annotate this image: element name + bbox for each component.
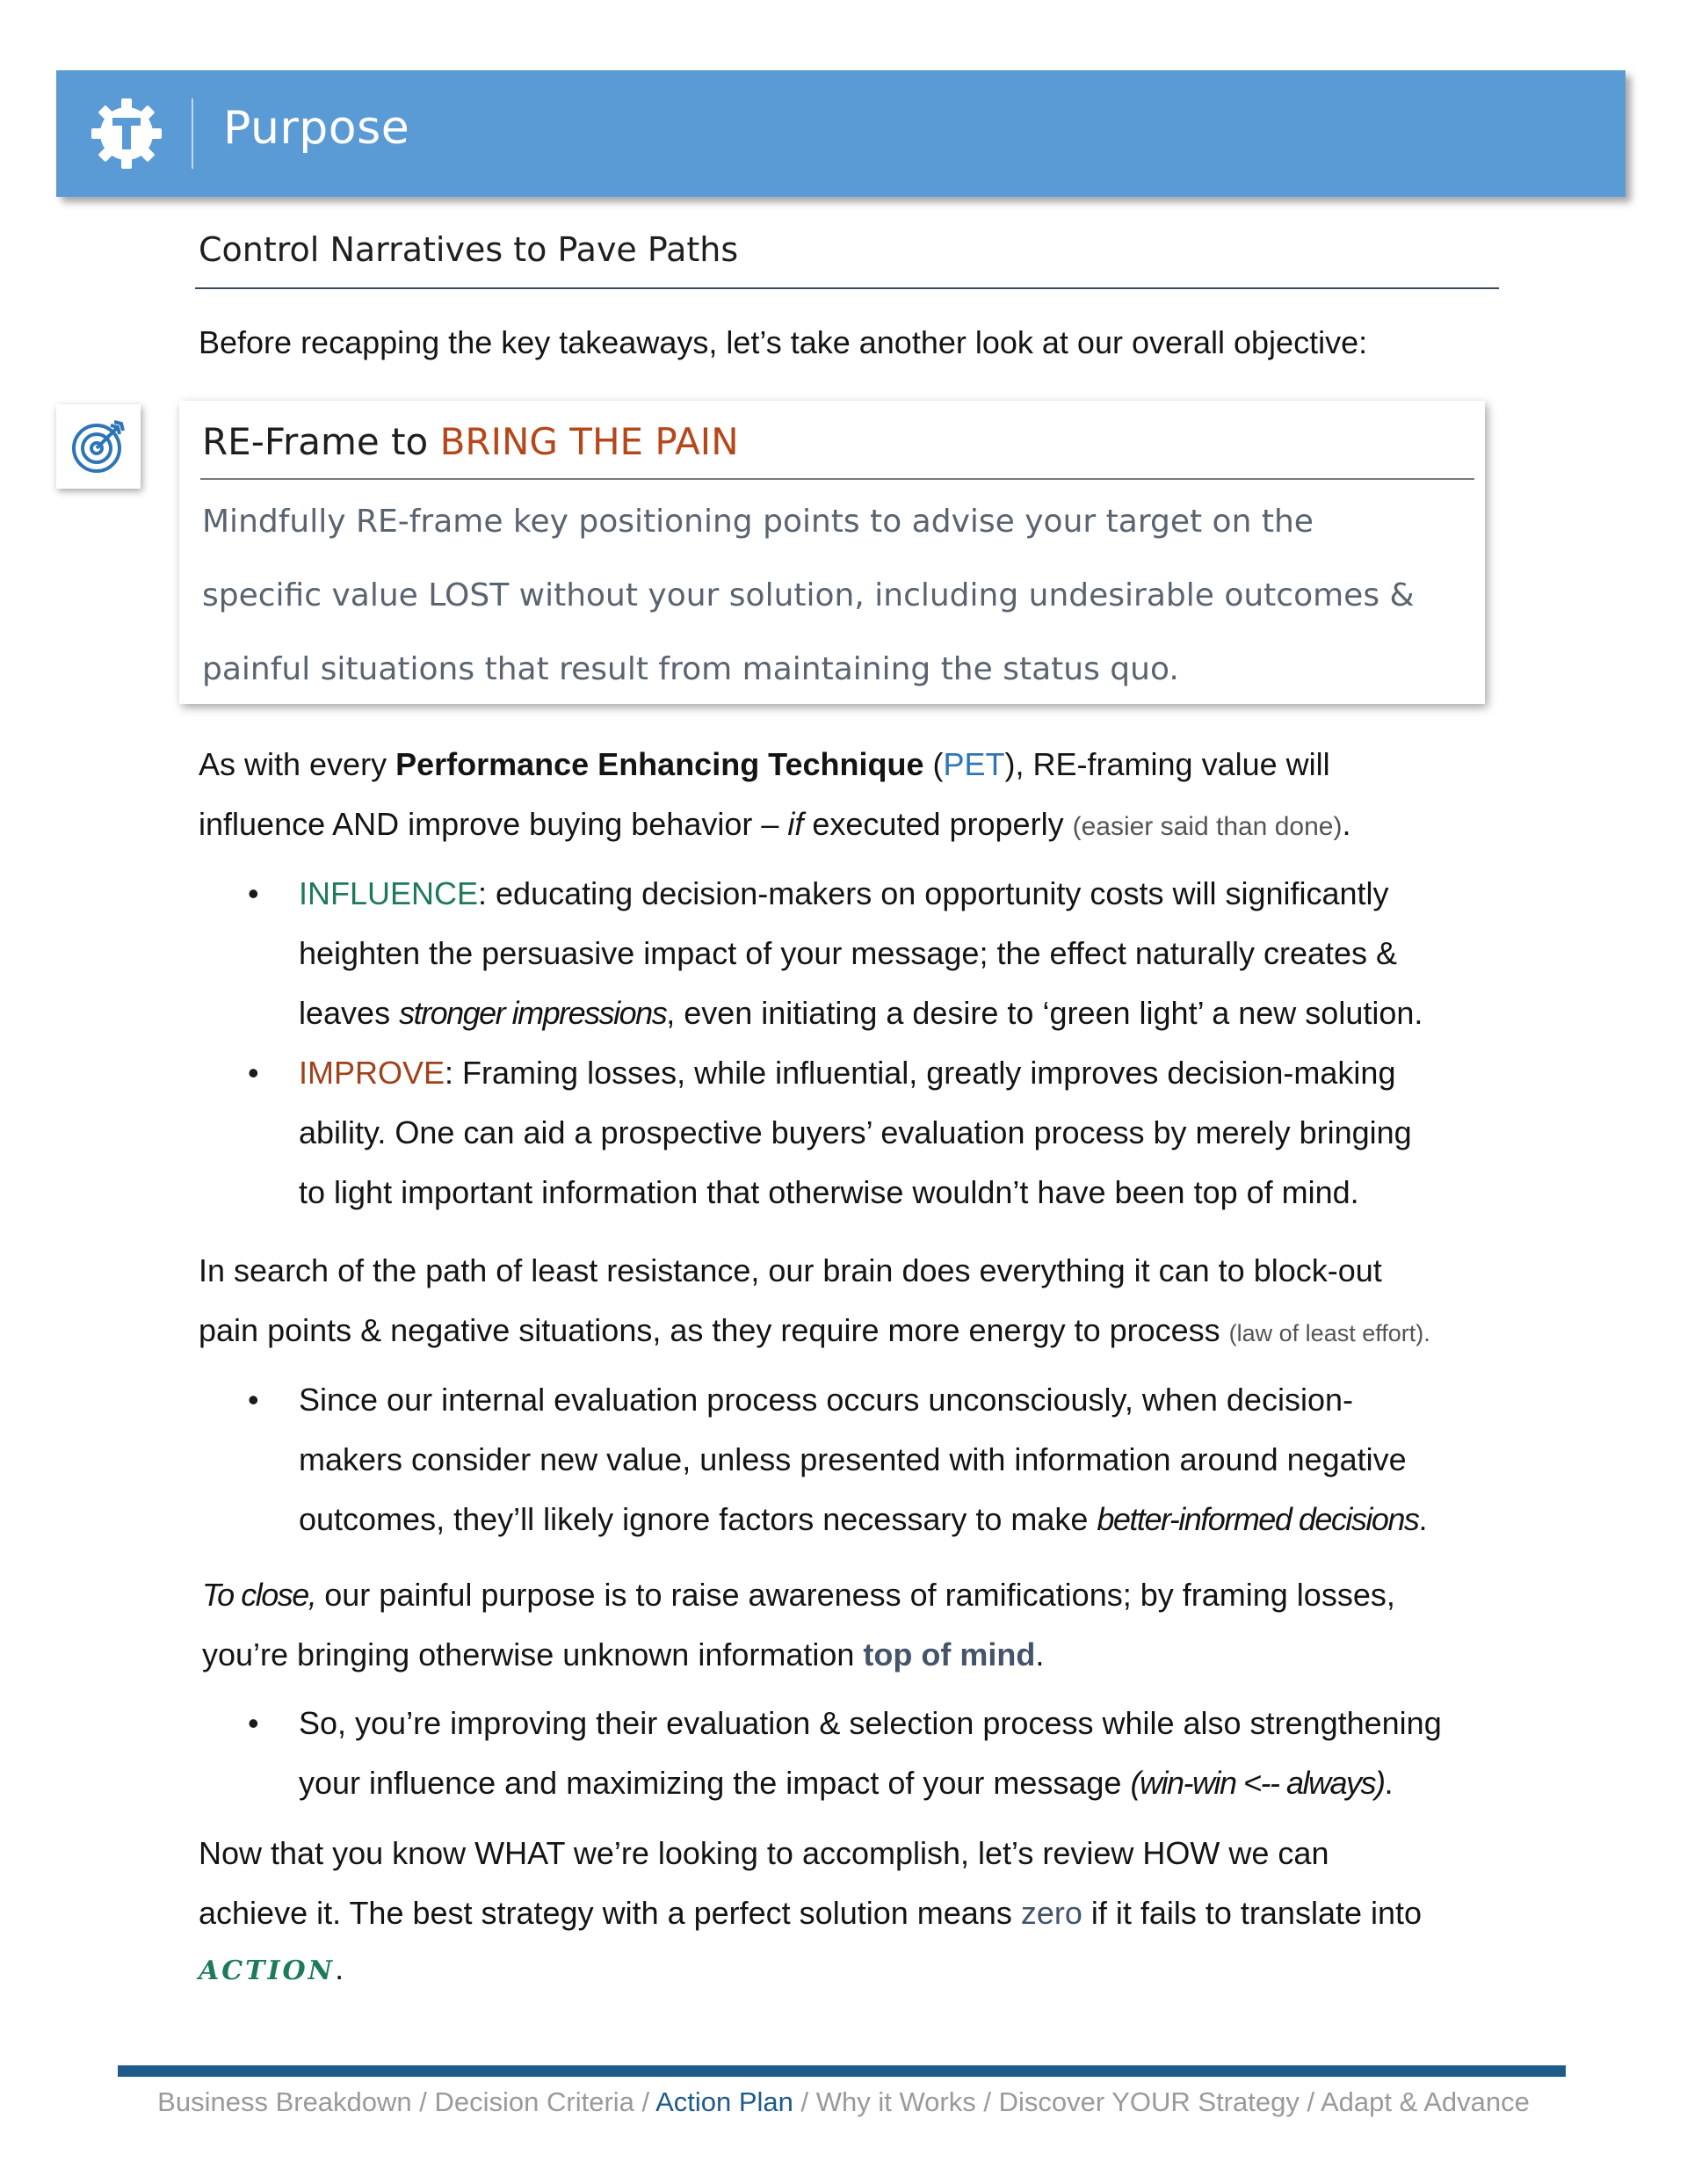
breadcrumb-action-plan[interactable]: Action Plan (655, 2086, 793, 2117)
para1-line2 (199, 795, 1350, 857)
bullet-dot: • (248, 1055, 259, 1091)
para2-line1: In search of the path of least resistance, our brain does everything it can to block-out (199, 1252, 1382, 1288)
footer-breadcrumb (0, 2086, 1687, 2118)
breadcrumb-business-breakdown[interactable]: Business Breakdown (157, 2086, 412, 2117)
emphasis-text: stronger impressions (399, 995, 667, 1031)
emphasis-text: better-informed decisions (1097, 1501, 1419, 1537)
bullet3-line1: So, you’re improving their evaluation & selection process while also strengthening (299, 1705, 1442, 1741)
bullet-improve-line1 (299, 1043, 1395, 1103)
objective-title-prefix: RE-Frame to (202, 420, 440, 463)
bullet-influence-line1 (299, 864, 1389, 924)
text: . (1035, 1636, 1045, 1672)
pet-term: Performance Enhancing Technique (395, 746, 924, 782)
objective-body (202, 485, 1467, 707)
objective-line: specific value LOST without your solution, including undesirable outcomes & (202, 577, 1415, 613)
objective-title (202, 420, 739, 463)
bullet-improve-line3: to light important information that otherwise wouldn’t have been top of mind. (299, 1174, 1359, 1210)
text: executed properly (803, 806, 1073, 842)
text: outcomes, they’ll likely ignore factors necessary to make (299, 1501, 1097, 1537)
text: achieve it. The best strategy with a perfect solution means (199, 1895, 1021, 1931)
page-title: Purpose (223, 102, 410, 155)
gear-t-logo-icon (88, 95, 165, 172)
text: influence AND improve buying behavior – (199, 806, 788, 842)
aside-text: (law of least effort). (1228, 1320, 1430, 1346)
text: . (1342, 806, 1351, 842)
bullet3-line2 (299, 1753, 1394, 1813)
breadcrumb-why-it-works[interactable]: Why it Works (815, 2086, 976, 2117)
text: pain points & negative situations, as they require more energy to process (199, 1312, 1229, 1348)
bullet-improve-line2: ability. One can aid a prospective buyers’ evaluation process by merely bringing (299, 1114, 1412, 1150)
bullet-dot: • (248, 1382, 259, 1418)
banner-divider (192, 98, 193, 169)
objective-line: Mindfully RE-frame key positioning points to advise your target on the (202, 504, 1314, 540)
text: ), RE-framing value will (1004, 746, 1330, 782)
para4-line3 (199, 1939, 344, 2001)
para4-line2 (199, 1883, 1422, 1943)
header-banner (56, 70, 1625, 197)
text: our painful purpose is to raise awareness of ramifications; by framing losses, (315, 1577, 1395, 1613)
objective-card (179, 401, 1485, 704)
bullet-dot: • (248, 875, 259, 911)
breadcrumb-adapt-advance[interactable]: Adapt & Advance (1320, 2086, 1530, 2117)
text: your influence and maximizing the impact of your message (299, 1765, 1131, 1801)
breadcrumb-separator: / (975, 2086, 999, 2117)
text: . (1384, 1765, 1394, 1801)
target-icon-box (56, 404, 141, 489)
text: : educating decision-makers on opportunity costs will significantly (478, 875, 1389, 911)
bullet2-line2: makers consider new value, unless presented with information around negative (299, 1441, 1407, 1477)
section-subtitle: Control Narratives to Pave Paths (199, 230, 739, 269)
breadcrumb-separator: / (1299, 2086, 1321, 2117)
bullet-influence-line2: heighten the persuasive impact of your message; the effect naturally creates & (299, 935, 1398, 971)
para4-line1: Now that you know WHAT we’re looking to accomplish, let’s review HOW we can (199, 1835, 1329, 1871)
text: ( (923, 746, 944, 782)
top-of-mind-emphasis: top of mind (863, 1636, 1036, 1672)
objective-divider (200, 478, 1474, 480)
if-emphasis: if (787, 806, 804, 842)
target-icon (67, 415, 130, 478)
improve-label: IMPROVE (299, 1055, 445, 1091)
breadcrumb-discover-your-strategy[interactable]: Discover YOUR Strategy (998, 2086, 1300, 2117)
text: : Framing losses, while influential, greatly improves decision-making (445, 1055, 1396, 1091)
bullet2-line3 (299, 1490, 1427, 1549)
text: , even initiating a desire to ‘green light’ a new solution. (666, 995, 1423, 1031)
text: . (1418, 1501, 1428, 1537)
para3-line1 (202, 1565, 1395, 1625)
text: leaves (299, 995, 400, 1031)
text: As with every (199, 746, 396, 782)
intro-text: Before recapping the key takeaways, let’s take another look at our overall objective: (199, 324, 1368, 360)
pet-abbrev: PET (943, 746, 1005, 782)
bullet-influence-line3 (299, 983, 1423, 1043)
text: . (335, 1950, 344, 1986)
para1-line1 (199, 735, 1330, 795)
bullet2-line1: Since our internal evaluation process occurs unconsciously, when decision- (299, 1382, 1353, 1418)
breadcrumb-decision-criteria[interactable]: Decision Criteria (434, 2086, 634, 2117)
para2-line2 (199, 1301, 1430, 1363)
footer-divider (118, 2065, 1566, 2077)
emphasis-text: (win-win <-- always) (1130, 1765, 1385, 1801)
text: if it fails to translate into (1082, 1895, 1423, 1931)
aside-text: (easier said than done) (1072, 812, 1343, 841)
zero-emphasis: zero (1020, 1895, 1082, 1931)
para3-line2 (202, 1625, 1044, 1685)
bullet-dot: • (248, 1705, 259, 1741)
breadcrumb-separator: / (411, 2086, 435, 2117)
subtitle-divider (195, 287, 1499, 289)
objective-title-highlight: BRING THE PAIN (439, 420, 739, 463)
action-word: ACTION (199, 1955, 336, 1986)
influence-label: INFLUENCE (299, 875, 479, 911)
breadcrumb-separator: / (634, 2086, 656, 2117)
text: you’re bringing otherwise unknown information (202, 1636, 864, 1672)
emphasis-text: To close, (202, 1577, 316, 1613)
objective-line: painful situations that result from maintaining the status quo. (202, 651, 1179, 687)
breadcrumb-separator: / (793, 2086, 816, 2117)
